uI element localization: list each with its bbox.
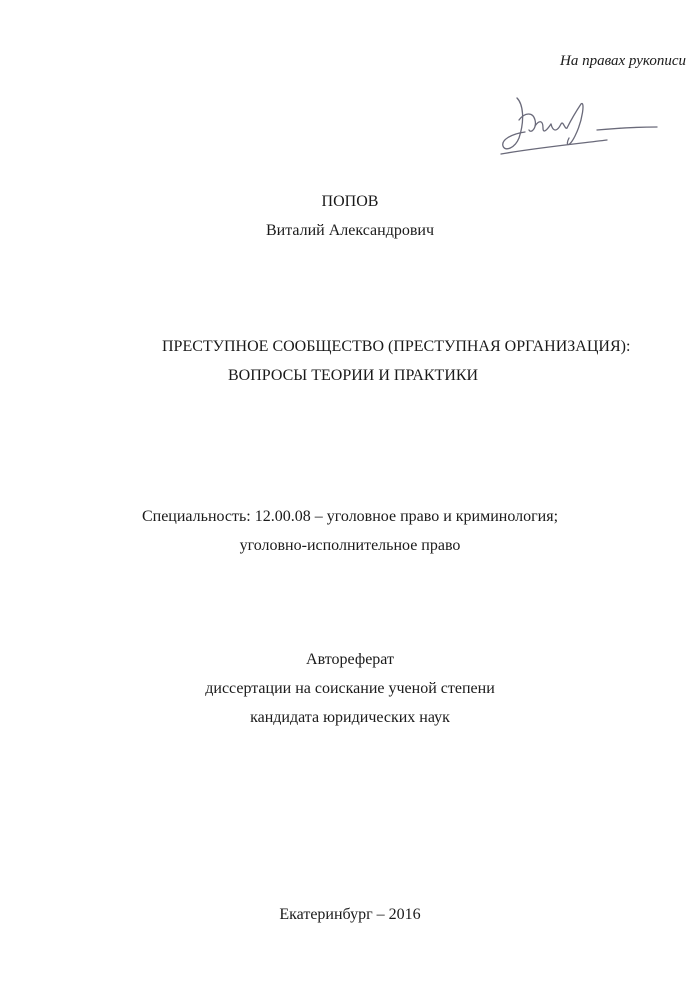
specialty-line-1: Специальность: 12.00.08 – уголовное право и криминология; [141, 508, 559, 525]
degree-description: диссертации на соискание ученой степени [205, 680, 495, 697]
dissertation-title-line-2: ВОПРОСЫ ТЕОРИИ И ПРАКТИКИ [228, 367, 479, 384]
author-surname: ПОПОВ [321, 193, 379, 210]
dissertation-title-line-1: ПРЕСТУПНОЕ СООБЩЕСТВО (ПРЕСТУПНАЯ ОРГАНИЗАЦИЯ): [162, 338, 631, 355]
author-full-name: Виталий Александрович [265, 222, 435, 239]
degree-field: кандидата юридических наук [250, 709, 450, 726]
specialty-line-2: уголовно-исполнительное право [239, 537, 461, 554]
document-type: Автореферат [306, 651, 394, 668]
author-signature [495, 90, 660, 165]
manuscript-rights-note: На правах рукописи [560, 53, 686, 69]
city-and-year: Екатеринбург – 2016 [279, 906, 421, 923]
